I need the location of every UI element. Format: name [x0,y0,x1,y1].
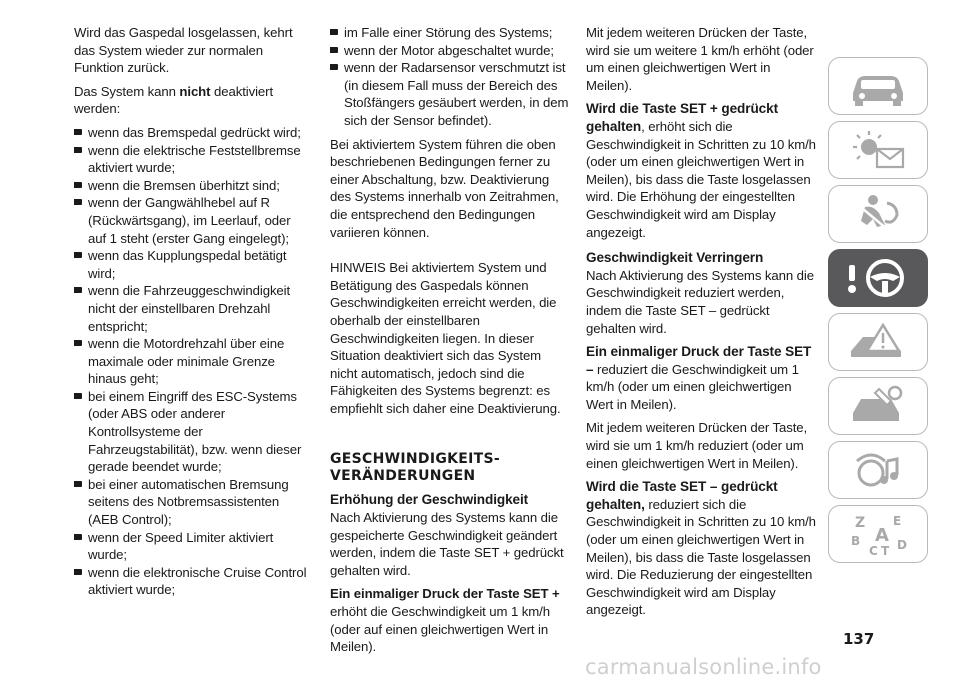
svg-text:A: A [875,525,889,546]
tab-safety[interactable] [828,185,928,243]
body-paragraph: Nach Aktivierung des Systems kann die Geschwindigkeit reduziert werden, indem die Taste SET – gedrückt gehalten wird. [586,267,814,336]
list-item: wenn der Gangwählhebel auf R (Rückwärtsgang), im Leerlauf, oder auf 1 steht (erster Gang eingelegt); [74,194,312,247]
list-item: wenn das Kupplungspedal betätigt wird; [74,247,312,282]
tab-service[interactable] [828,377,928,435]
seat-safety-icon [843,191,913,237]
steering-wheel-icon [843,255,913,301]
car-icon [843,63,913,109]
tab-driving[interactable] [828,249,928,307]
intro-paragraph: Wird das Gaspedal losgelassen, kehrt das System wieder zur normalen Funktion zurück. [74,25,293,76]
svg-text:D: D [897,538,907,552]
chapter-tabs [828,57,930,569]
body-paragraph: Wird die Taste SET – gedrückt gehalten, reduziert sich die Geschwindigkeit in Schritten zu 10 km/h (oder um einen gleichwertigen Wert in Meilen), bis dass die Taste losgelassen wird. Die Reduzierung der eingestellten Geschwindigkeit wird am Display angezeigt. [586,479,816,618]
list-item: bei einem Eingriff des ESC-Systems (oder ABS oder anderer Kontrollsysteme der Fahrzeugstabilität), bzw. wenn dieser gerade beendet wurde; [74,388,312,476]
column-middle [330,24,570,662]
service-tools-icon [843,383,913,429]
svg-text:B: B [851,534,861,548]
list-item: wenn der Speed Limiter aktiviert wurde; [74,529,312,564]
body-paragraph: Ein einmaliger Druck der Taste SET – reduziert die Geschwindigkeit um 1 km/h (oder um einen gleichwertigen Wert in Meilen). [586,344,812,412]
list-item: wenn die Bremsen überhitzt sind; [74,177,312,195]
list-item: wenn die elektronische Cruise Control aktiviert wurde; [74,564,312,599]
lights-warning-icon [843,127,913,173]
body-paragraph: Ein einmaliger Druck der Taste SET + erhöht die Geschwindigkeit um 1 km/h (oder auf einen gleichwertigen Wert in Meilen). [330,586,560,655]
bullet-list [330,24,570,130]
body-paragraph: Mit jedem weiteren Drücken der Taste, wird sie um 1 km/h reduziert (oder um einen gleichwertigen Wert in Meilen). [586,420,808,471]
section-heading: GESCHWINDIGKEITS-VERÄNDERUNGEN [330,451,500,485]
list-item: wenn der Motor abgeschaltet wurde; [330,42,570,60]
list-item: bei einer automatischen Bremsung seitens des Notbremsassistenten (AEB Control); [74,476,312,529]
tab-car[interactable] [828,57,928,115]
svg-text:Z: Z [855,515,866,531]
list-item: wenn die elektrische Feststellbremse aktiviert wurde; [74,142,312,177]
page-number: 137 [843,630,875,648]
subheading-increase: Erhöhung der Geschwindigkeit [330,492,529,508]
body-paragraph: Mit jedem weiteren Drücken der Taste, wird sie um weitere 1 km/h erhöht (oder um einen gleichwertigen Wert in Meilen). [586,25,814,93]
list-item: wenn die Fahrzeuggeschwindigkeit nicht der einstellbaren Drehzahl entspricht; [74,282,312,335]
svg-text:E: E [893,514,902,528]
subheading-decrease: Geschwindigkeit Verringern [586,250,764,266]
disabled-paragraph: Das System kann nicht deaktiviert werden: [74,83,274,117]
body-paragraph: Nach Aktivierung des Systems kann die gespeicherte Geschwindigkeit geändert werden, indem die Taste SET + gedrückt gehalten wird. [330,510,564,578]
bullet-list [74,124,312,599]
list-item: wenn die Motordrehzahl über eine maximale oder minimale Grenze hinaus geht; [74,335,312,388]
list-item: wenn der Radarsensor verschmutzt ist (in diesem Fall muss der Bereich des Stoßfängers gesäubert werden, in dem sich der Sensor befindet). [330,59,570,129]
index-letters-icon [843,511,913,557]
warning-road-icon [843,319,913,365]
column-right [586,24,816,625]
list-item: wenn das Bremspedal gedrückt wird; [74,124,312,142]
body-paragraph: Wird die Taste SET + gedrückt gehalten, erhöht sich die Geschwindigkeit in Schritten zu 10 km/h (oder um einen gleichwertigen Wert in Meilen), bis dass die Taste losgelassen wird. Die Erhöhung der eingestellten Geschwindigkeit wird am Display angezeigt. [586,101,816,240]
tab-index[interactable] [828,505,928,563]
body-paragraph: Bei aktiviertem System führen die oben beschriebenen Bedingungen ferner zu einer Abschaltung, bzw. Deaktivierung des Systems innerhalb von Zeitrahmen, die entsprechend den Bedingungen variieren können. [330,136,559,240]
svg-text:T: T [881,544,890,557]
watermark: carmanualsonline.info [585,655,822,679]
multimedia-icon [843,447,913,493]
tab-multimedia[interactable] [828,441,928,499]
tab-emergency[interactable] [828,313,928,371]
list-item: im Falle einer Störung des Systems; [330,24,570,42]
tab-lights-warnings[interactable] [828,121,928,179]
svg-text:C: C [869,544,878,557]
column-left [74,24,312,599]
note-paragraph: HINWEIS Bei aktiviertem System und Betätigung des Gaspedals können Geschwindigkeiten erreicht werden, die oberhalb der einstellbaren Geschwindigkeiten liegen. In dieser Situation deaktiviert sich das System nicht automatisch, jedoch sind die Fähigkeiten des Systems begrenzt: es empfiehlt sich daher eine Deaktivierung. [330,260,561,416]
